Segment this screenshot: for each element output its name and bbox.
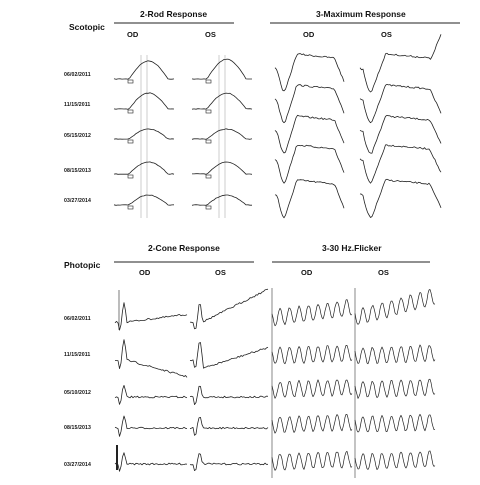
rod-os-trace-5 [192,195,252,205]
max-os-trace-4 [360,145,441,183]
rod-od-trace-5 [114,195,174,205]
flicker-od-label: OD [301,268,313,277]
rod-os-stimulus-mark-4 [206,175,211,178]
rod-od-trace-3 [114,129,174,139]
max-os-trace-5 [360,179,441,217]
cone-os-trace-3 [190,386,268,404]
flicker-od-trace-3 [272,380,352,399]
flicker-os-trace-5 [355,451,435,470]
flicker-os-trace-4 [355,414,435,432]
flicker-od-trace-5 [272,451,352,470]
photopic-date-4: 08/15/2013 [64,425,91,431]
cone-response-title: 2-Cone Response [148,243,220,253]
flicker-od-trace-1 [272,300,352,326]
cone-os-label: OS [215,268,226,277]
rod-os-label: OS [205,30,216,39]
cone-os-trace-1 [190,289,268,329]
max-od-label: OD [303,30,315,39]
cone-od-trace-5 [115,453,187,472]
max-od-trace-5 [275,180,344,218]
rod-od-trace-4 [114,162,174,174]
rod-od-stimulus-mark-4 [128,175,133,178]
scotopic-label: Scotopic [69,22,105,32]
rod-response-title: 2-Rod Response [140,9,208,19]
max-os-label: OS [381,30,392,39]
cone-od-trace-2 [115,340,187,378]
cone-od-trace-3 [115,385,187,404]
photopic-label: Photopic [64,260,101,270]
rod-os-stimulus-mark-3 [206,140,211,143]
flicker-os-trace-2 [355,345,435,364]
flicker-od-trace-4 [272,414,352,433]
rod-os-stimulus-mark-5 [206,206,211,209]
max-od-trace-4 [275,145,344,183]
rod-od-trace-1 [114,61,174,80]
rod-os-trace-3 [192,129,252,140]
scotopic-date-5: 03/27/2014 [64,198,91,204]
scotopic-date-3: 05/15/2012 [64,133,91,139]
scotopic-date-4: 08/15/2013 [64,168,91,174]
rod-od-stimulus-mark-1 [128,80,133,83]
cone-os-trace-5 [190,454,268,471]
cone-od-trace-1 [115,303,187,330]
cone-od-label: OD [139,268,151,277]
scotopic-date-1: 06/02/2011 [64,72,91,78]
photopic-date-1: 06/02/2011 [64,316,91,322]
flicker-os-trace-1 [355,290,435,325]
photopic-date-3: 05/10/2012 [64,390,91,396]
max-os-trace-1 [360,34,441,92]
rod-os-trace-2 [192,93,252,109]
flicker-od-trace-2 [272,345,352,364]
rod-os-stimulus-mark-2 [206,110,211,113]
rod-od-stimulus-mark-3 [128,140,133,143]
rod-os-trace-1 [192,59,252,79]
photopic-date-5: 03/27/2014 [64,462,91,468]
rod-od-trace-2 [114,93,174,110]
rod-od-stimulus-mark-2 [128,110,133,113]
cone-os-trace-4 [190,417,268,435]
rod-od-stimulus-mark-5 [128,206,133,209]
flicker-title: 3-30 Hz.Flicker [322,243,382,253]
max-response-title: 3-Maximum Response [316,9,406,19]
rod-os-trace-4 [192,162,252,174]
rod-od-label: OD [127,30,139,39]
scotopic-date-2: 11/15/2011 [64,102,91,108]
rod-os-stimulus-mark-1 [206,80,211,83]
flicker-os-label: OS [378,268,389,277]
max-od-trace-2 [275,85,344,123]
flicker-os-trace-3 [355,379,435,398]
photopic-date-2: 11/15/2011 [64,352,91,358]
max-od-trace-1 [275,54,344,91]
cone-od-trace-4 [115,416,187,436]
cone-os-trace-2 [190,343,268,369]
